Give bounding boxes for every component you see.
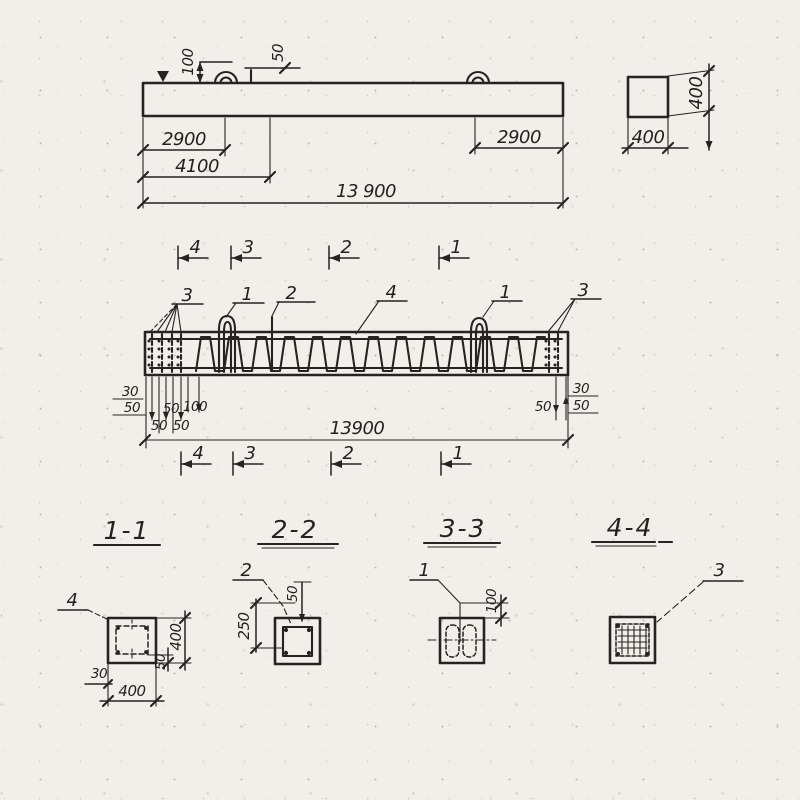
- leader-1-section: [410, 560, 460, 642]
- section-3-3-title: 3-3: [439, 514, 487, 543]
- leader-3-section-label: 3: [713, 560, 725, 581]
- section-mark-1-label: 1: [450, 237, 462, 258]
- section-marks-top: [178, 237, 469, 269]
- section-mark-1b: [441, 443, 471, 475]
- leader-4-section: [58, 590, 109, 620]
- section-mark-3b: [233, 443, 263, 475]
- leader-stirrups-left: [151, 285, 203, 332]
- section-mark-2b: [331, 443, 361, 475]
- section-2-2-outline: [275, 618, 320, 664]
- section-1-1: [58, 516, 191, 706]
- section-mark-4b: [181, 443, 211, 475]
- dim-2900-left: [138, 129, 230, 155]
- section-3-3: [410, 514, 509, 663]
- level-mark-icon: [157, 71, 169, 82]
- dim-13900-elevation: [138, 181, 568, 208]
- dim-50-label: 50: [269, 43, 287, 63]
- section-mark-2-label: 2: [340, 237, 352, 258]
- leader-4-section-label: 4: [66, 590, 78, 611]
- section-mark-3: [231, 237, 261, 269]
- lifting-hook-left: [215, 72, 237, 83]
- dim-13900-label: 13 900: [336, 181, 396, 202]
- dim-left-50c: 50: [150, 418, 168, 434]
- dim-left-50b: 50: [162, 401, 180, 417]
- dim-left-30: 30: [121, 384, 139, 400]
- dim-4100-label: 4100: [175, 156, 219, 177]
- leader-2-label: 2: [285, 283, 297, 304]
- leader-3-label: 3: [181, 285, 193, 306]
- leader-1-section-label: 1: [418, 560, 430, 581]
- dim-2900-right: [470, 127, 568, 153]
- section-mark-3-label: 3: [242, 237, 254, 258]
- dim-50-top-label: 50: [285, 585, 301, 603]
- dim-400-width-label: 400: [631, 127, 665, 148]
- dim-right-50b: 50: [572, 398, 590, 414]
- dim-13900-rebar-label: 13900: [329, 418, 385, 439]
- leader-loop-left: [226, 284, 264, 317]
- section-4-4-title: 4-4: [606, 513, 654, 542]
- dim-400-width: [622, 117, 688, 154]
- dims-left-spacing: [113, 377, 207, 448]
- dim-100-loop-label: 100: [484, 588, 500, 614]
- loop-leg-left: [446, 625, 459, 657]
- dim-left-50a: 50: [123, 400, 141, 416]
- dim-right-30: 30: [572, 381, 590, 397]
- dim-left-100: 100: [182, 399, 208, 415]
- section-mark-3b-label: 3: [244, 443, 256, 464]
- section-2-2: [233, 515, 338, 664]
- zigzag-reinforcement-bar: [196, 337, 545, 371]
- elevation-view: [138, 44, 568, 208]
- leader-loop-right: [483, 282, 522, 317]
- leader-3r-label: 3: [577, 280, 589, 301]
- section-marks-bottom: [181, 443, 471, 475]
- dim-400-height: [668, 64, 714, 150]
- dim-100-label: 100: [179, 48, 197, 76]
- leader-bar: [272, 283, 315, 316]
- dim-13900-rebar: [140, 418, 573, 445]
- section-1-1-title: 1-1: [103, 516, 151, 545]
- dim-4100: [138, 156, 275, 182]
- section-mark-2: [329, 237, 359, 269]
- beam-outline: [143, 83, 563, 116]
- leader-3-section: [657, 560, 743, 622]
- lifting-hook-right: [467, 72, 489, 83]
- dim-250-label: 250: [235, 612, 253, 640]
- section-mark-2b-label: 2: [342, 443, 354, 464]
- section-2-2-title: 2-2: [271, 515, 319, 544]
- dim-250: [235, 598, 295, 653]
- dim-right-50a: 50: [534, 399, 552, 415]
- dim-left-50d: 50: [172, 418, 190, 434]
- end-section-outline: [628, 77, 668, 117]
- dim-400-bottom-label: 400: [118, 682, 146, 700]
- leader-1-label: 1: [241, 284, 253, 305]
- section-4-4: [592, 513, 743, 663]
- dim-50-right-label: 50: [153, 653, 169, 671]
- leader-spiral: [356, 282, 407, 334]
- leader-2-section-label: 2: [240, 560, 252, 581]
- dim-400-height-label: 400: [686, 76, 707, 110]
- section-mark-1b-label: 1: [452, 443, 464, 464]
- dim-2900-right-label: 2900: [497, 127, 541, 148]
- dim-400-right-label: 400: [167, 623, 185, 651]
- reinforcement-view: [113, 280, 601, 448]
- dims-right-spacing: [535, 375, 598, 448]
- loop-leg-right: [463, 625, 476, 657]
- leader-4-label: 4: [385, 282, 397, 303]
- section-mark-4: [178, 237, 208, 269]
- end-view: [622, 64, 714, 154]
- section-mark-1: [439, 237, 469, 269]
- dim-30-cover-label: 30: [90, 666, 108, 682]
- leader-1r-label: 1: [499, 282, 511, 303]
- mesh-grid: [616, 624, 649, 656]
- dim-2900-left-label: 2900: [162, 129, 206, 150]
- leader-stirrups-right: [547, 280, 601, 333]
- dim-notch-50: [245, 44, 300, 83]
- dim-50-top: [285, 582, 311, 622]
- section-mark-4-label: 4: [189, 237, 201, 258]
- section-mark-4b-label: 4: [192, 443, 204, 464]
